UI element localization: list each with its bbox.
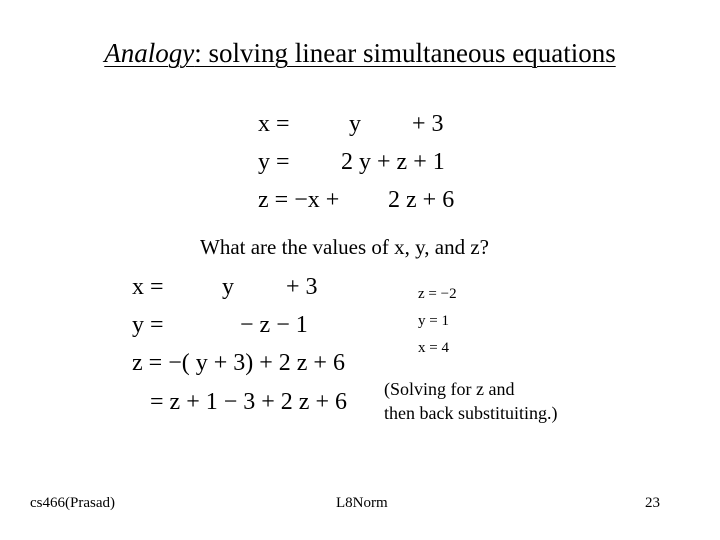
sub2-lhs: y = (132, 312, 164, 338)
sub1-lhs: x = (132, 274, 164, 300)
footer-course: cs466(Prasad) (30, 495, 115, 511)
eq3-rhs: 2 z + 6 (388, 187, 455, 213)
solution-z: z = −2 (418, 286, 457, 302)
eq2-rhs: 2 y + z + 1 (341, 149, 445, 175)
solution-x: x = 4 (418, 340, 449, 356)
question-text: What are the values of x, y, and z? (200, 235, 490, 259)
footer-page-number: 23 (645, 495, 660, 511)
sub2-rhs: − z − 1 (240, 312, 308, 338)
eq1-const: + 3 (412, 111, 444, 137)
title-rest: : solving linear simultaneous equations (194, 38, 616, 68)
eq1-lhs: x = (258, 111, 290, 137)
note-line-2: then back substituiting.) (384, 403, 558, 423)
note-line-1: (Solving for z and (384, 379, 515, 399)
footer-deck: L8Norm (336, 495, 388, 511)
sub1-y: y (222, 274, 234, 300)
slide-title (0, 38, 720, 69)
title-term: Analogy (104, 38, 195, 68)
sub3: z = −( y + 3) + 2 z + 6 (132, 350, 345, 376)
solving-note (384, 377, 557, 425)
sub1-const: + 3 (286, 274, 318, 300)
solution-y: y = 1 (418, 313, 449, 329)
eq2-lhs: y = (258, 149, 290, 175)
eq1-y: y (349, 111, 361, 137)
sub4: = z + 1 − 3 + 2 z + 6 (150, 389, 347, 415)
eq3-lhs: z = −x + (258, 187, 340, 213)
